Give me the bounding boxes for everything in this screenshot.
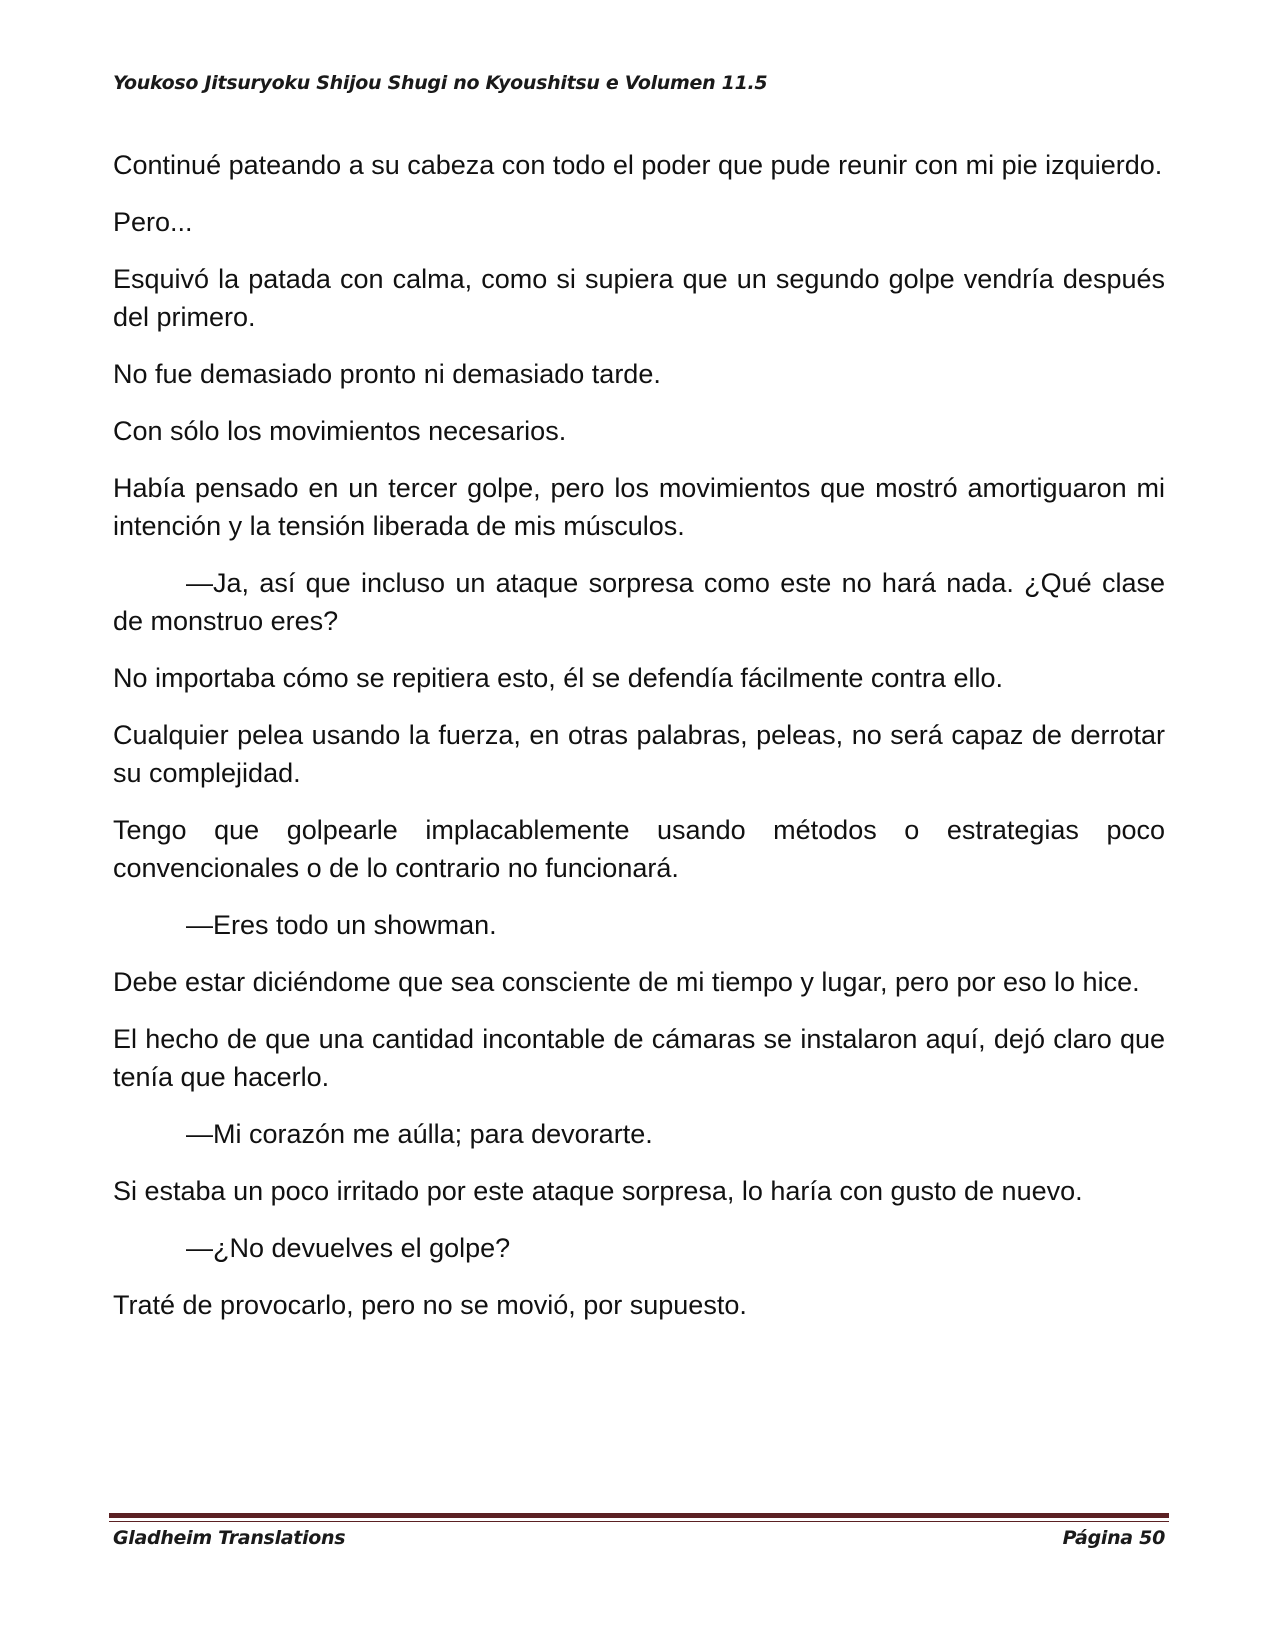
footer-publisher: Gladheim Translations: [113, 1527, 346, 1549]
running-header: Youkoso Jitsuryoku Shijou Shugi no Kyoushitsu e Volumen 11.5: [113, 72, 768, 94]
dialogue-paragraph: —Ja, así que incluso un ataque sorpresa como este no hará nada. ¿Qué clase de monstruo eres?: [113, 568, 1165, 636]
paragraph: Cualquier pelea usando la fuerza, en otras palabras, peleas, no será capaz de derrotar su complejidad.: [113, 720, 1165, 788]
footer-page-number: Página 50: [1062, 1527, 1165, 1549]
footer-divider-thin: [109, 1521, 1169, 1522]
paragraph: Con sólo los movimientos necesarios.: [113, 416, 567, 446]
paragraph: Traté de provocarlo, pero no se movió, por supuesto.: [113, 1290, 747, 1320]
paragraph: Tengo que golpearle implacablemente usando métodos o estrategias poco convencionales o de lo contrario no funcionará.: [113, 815, 1165, 883]
dialogue-paragraph: —Eres todo un showman.: [186, 910, 497, 940]
document-body: [113, 146, 1165, 1343]
paragraph: Pero...: [113, 207, 193, 237]
paragraph: Había pensado en un tercer golpe, pero los movimientos que mostró amortiguaron mi intención y la tensión liberada de mis músculos.: [113, 473, 1165, 541]
paragraph: Debe estar diciéndome que sea consciente de mi tiempo y lugar, pero por eso lo hice.: [113, 967, 1140, 997]
paragraph: El hecho de que una cantidad incontable de cámaras se instalaron aquí, dejó claro que tenía que hacerlo.: [113, 1024, 1165, 1092]
footer-divider: [109, 1513, 1169, 1518]
dialogue-paragraph: —Mi corazón me aúlla; para devorarte.: [186, 1119, 653, 1149]
dialogue-paragraph: —¿No devuelves el golpe?: [186, 1233, 511, 1263]
paragraph: Esquivó la patada con calma, como si supiera que un segundo golpe vendría después del primero.: [113, 264, 1165, 332]
paragraph: Si estaba un poco irritado por este ataque sorpresa, lo haría con gusto de nuevo.: [113, 1176, 1083, 1206]
paragraph: No importaba cómo se repitiera esto, él se defendía fácilmente contra ello.: [113, 663, 1003, 693]
paragraph: Continué pateando a su cabeza con todo el poder que pude reunir con mi pie izquierdo.: [113, 150, 1163, 180]
paragraph: No fue demasiado pronto ni demasiado tarde.: [113, 359, 661, 389]
